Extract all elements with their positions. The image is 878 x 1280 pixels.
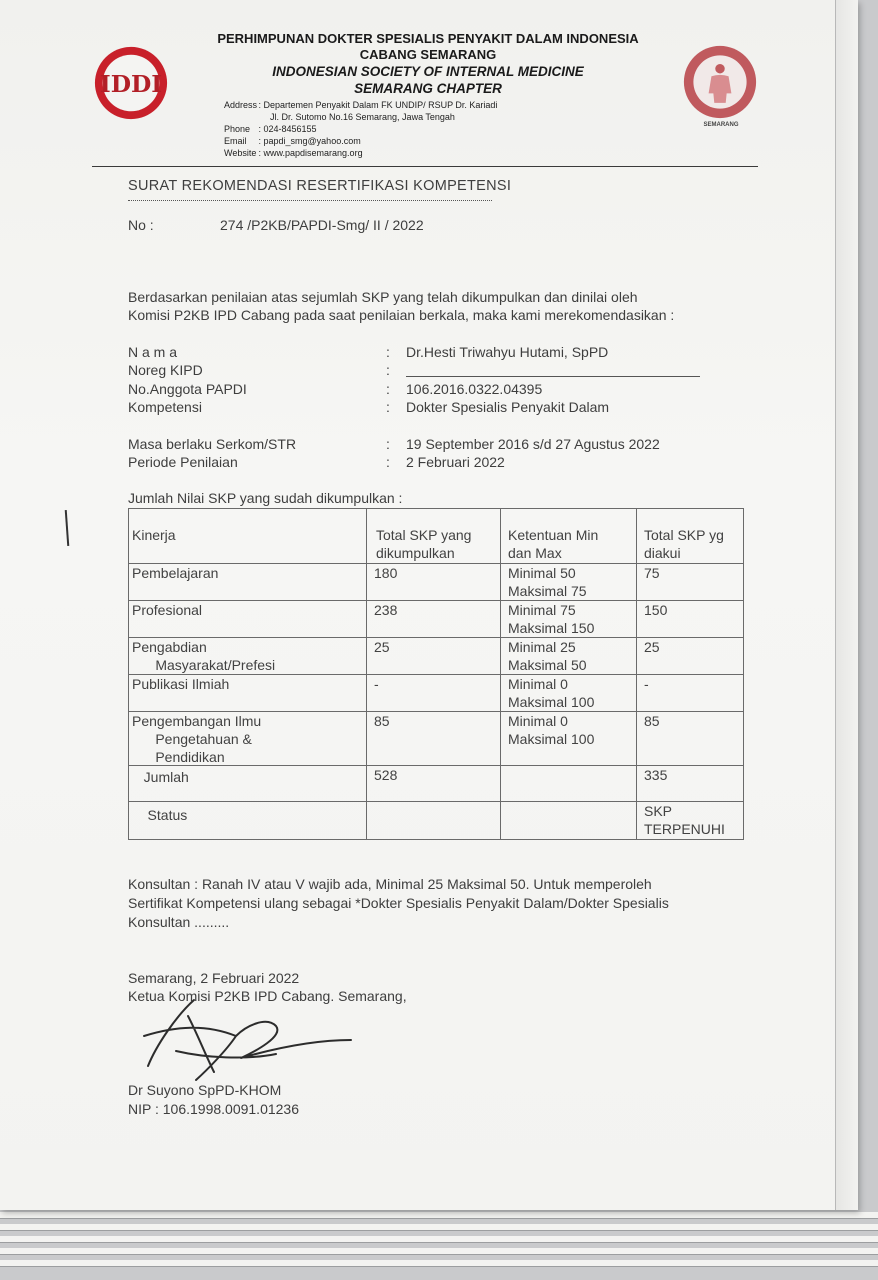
noreg-blank-line: [406, 376, 700, 377]
table-row-profesional-diakui: 150: [644, 602, 668, 618]
table-row-pengembangan-diakui: 85: [644, 713, 660, 729]
table-row-pengabdian-ketentuan: Minimal 25 Maksimal 50: [508, 639, 587, 673]
email-line: [224, 136, 361, 146]
pen-mark: [65, 510, 70, 546]
field-value: Dr.Hesti Triwahyu Hutami, SpPD: [406, 344, 609, 360]
paper-stack-sheet: [0, 1260, 878, 1267]
field-masa-berlaku: [128, 436, 708, 454]
phone-label: Phone: [224, 124, 251, 134]
table-rule: [128, 508, 744, 509]
table-row-pengabdian-diakui: 25: [644, 639, 660, 655]
field-colon: :: [386, 399, 390, 415]
website-label: Website: [224, 148, 257, 158]
note-line-2: Sertifikat Kompetensi ulang sebagai *Dokter Spesialis Penyakit Dalam/Dokter Spesialis: [128, 895, 669, 911]
table-row-pengabdian-total: 25: [374, 639, 390, 655]
letter-number: 274 /P2KB/PAPDI-Smg/ II / 2022: [220, 217, 424, 233]
intro-line-1: Berdasarkan penilaian atas sejumlah SKP yang telah dikumpulkan dan dinilai oleh: [128, 289, 638, 305]
ina-im-logo-icon: [682, 44, 758, 120]
table-rule: [128, 839, 744, 840]
table-row-publikasi-kinerja: Publikasi Ilmiah: [132, 676, 230, 692]
table-rule: [743, 508, 744, 840]
signature-mark: [136, 996, 366, 1086]
org-branch-id: CABANG SEMARANG: [359, 47, 497, 62]
table-row-publikasi-ketentuan: Minimal 0 Maksimal 100: [508, 676, 595, 710]
org-name-en: INDONESIAN SOCIETY OF INTERNAL MEDICINE: [272, 64, 584, 79]
signer-role: Ketua Komisi P2KB IPD Cabang. Semarang,: [128, 988, 407, 1004]
field-value: 19 September 2016 s/d 27 Agustus 2022: [406, 436, 660, 452]
paper-stack-sheet: [0, 1224, 878, 1231]
org-name-id: PERHIMPUNAN DOKTER SPESIALIS PENYAKIT DALAM INDONESIA: [217, 31, 639, 46]
header-kinerja: Kinerja: [132, 527, 176, 543]
field-label: No.Anggota PAPDI: [128, 381, 247, 397]
table-intro: Jumlah Nilai SKP yang sudah dikumpulkan :: [128, 490, 403, 506]
header-total-diakui: Total SKP yg diakui: [644, 527, 724, 561]
field-colon: :: [386, 436, 390, 452]
letterhead-rule: [92, 166, 758, 167]
paper-stack-sheet: [0, 1248, 878, 1255]
table-row-publikasi-diakui: -: [644, 676, 649, 692]
header-total-dikumpulkan: Total SKP yang dikumpulkan: [376, 527, 472, 561]
field-kompetensi: [128, 399, 708, 417]
email-value: : papdi_smg@yahoo.com: [258, 136, 361, 146]
field-colon: :: [386, 344, 390, 360]
skp-table: [128, 508, 744, 840]
signer-name: Dr Suyono SpPD-KHOM: [128, 1082, 282, 1098]
address-label: Address: [224, 100, 258, 110]
place-date: Semarang, 2 Februari 2022: [128, 970, 300, 986]
table-rule: [636, 508, 637, 840]
field-label: Periode Penilaian: [128, 454, 238, 470]
address-line-2: Jl. Dr. Sutomo No.16 Semarang, Jawa Tengah: [270, 112, 455, 122]
page-edge: [835, 0, 858, 1210]
field-value: 2 Februari 2022: [406, 454, 505, 470]
field-noreg-kipd: [128, 362, 708, 380]
papdi-logo-icon: [92, 44, 170, 122]
table-row-publikasi-total: -: [374, 676, 379, 692]
table-row-pengembangan-kinerja: Pengembangan Ilmu Pengetahuan & Pendidikan: [132, 713, 262, 765]
field-anggota-papdi: [128, 381, 708, 399]
signer-nip: NIP : 106.1998.0091.01236: [128, 1101, 300, 1117]
table-row-jumlah-label: Jumlah: [132, 769, 189, 785]
table-row-jumlah-total: 528: [374, 767, 398, 783]
website-line: [224, 148, 363, 158]
field-label: Noreg KIPD: [128, 362, 203, 378]
field-colon: :: [386, 381, 390, 397]
table-row-pembelajaran-total: 180: [374, 565, 398, 581]
table-row-pembelajaran-ketentuan: Minimal 50 Maksimal 75: [508, 565, 587, 599]
org-branch-en: SEMARANG CHAPTER: [354, 81, 502, 96]
table-row-pembelajaran-diakui: 75: [644, 565, 660, 581]
intro-line-2: Komisi P2KB IPD Cabang pada saat penilaian berkala, maka kami merekomendasikan :: [128, 307, 675, 323]
note-line-3: Konsultan .........: [128, 914, 230, 930]
paper-stack-sheet: [0, 1212, 878, 1219]
email-label: Email: [224, 136, 247, 146]
table-row-jumlah-diakui: 335: [644, 767, 668, 783]
header-ketentuan: Ketentuan Min dan Max: [508, 527, 599, 561]
table-row-profesional-ketentuan: Minimal 75 Maksimal 150: [508, 602, 595, 636]
field-value: Dokter Spesialis Penyakit Dalam: [406, 399, 610, 415]
field-label: Kompetensi: [128, 399, 202, 415]
table-rule: [128, 508, 129, 840]
field-colon: :: [386, 454, 390, 470]
table-row-profesional-kinerja: Profesional: [132, 602, 203, 618]
table-row-pengabdian-kinerja: Pengabdian Masyarakat/Prefesi: [132, 639, 276, 673]
note-line-1: Konsultan : Ranah IV atau V wajib ada, Minimal 25 Maksimal 50. Untuk memperoleh: [128, 876, 652, 892]
field-label: Masa berlaku Serkom/STR: [128, 436, 297, 452]
website-value: : www.papdisemarang.org: [258, 148, 363, 158]
field-nama: [128, 344, 708, 362]
letter-title: SURAT REKOMENDASI RESERTIFIKASI KOMPETENSI: [128, 178, 512, 194]
right-logo-caption: SEMARANG: [703, 122, 739, 128]
address-line: [224, 100, 497, 110]
table-rule: [500, 508, 501, 840]
field-value: 106.2016.0322.04395: [406, 381, 543, 397]
letter-number-label: No :: [128, 217, 154, 233]
papdi-logo-text: IDDI: [99, 69, 163, 98]
phone-value: : 024-8456155: [258, 124, 317, 134]
table-row-pembelajaran-kinerja: Pembelajaran: [132, 565, 219, 581]
title-dotted-line: [128, 200, 492, 201]
paper-stack-sheet: [0, 1236, 878, 1243]
table-row-status-value: SKP TERPENUHI: [644, 803, 725, 837]
phone-line: [224, 124, 317, 134]
address-value: : Departemen Penyakit Dalam FK UNDIP/ RSUP Dr. Kariadi: [258, 100, 498, 110]
table-row-pengembangan-ketentuan: Minimal 0 Maksimal 100: [508, 713, 595, 747]
field-label: N a m a: [128, 344, 178, 360]
field-colon: :: [386, 362, 390, 378]
field-periode-penilaian: [128, 454, 708, 472]
table-rule: [366, 508, 367, 840]
table-row-profesional-total: 238: [374, 602, 398, 618]
table-row-pengembangan-total: 85: [374, 713, 390, 729]
table-row-status-label: Status: [132, 807, 188, 823]
